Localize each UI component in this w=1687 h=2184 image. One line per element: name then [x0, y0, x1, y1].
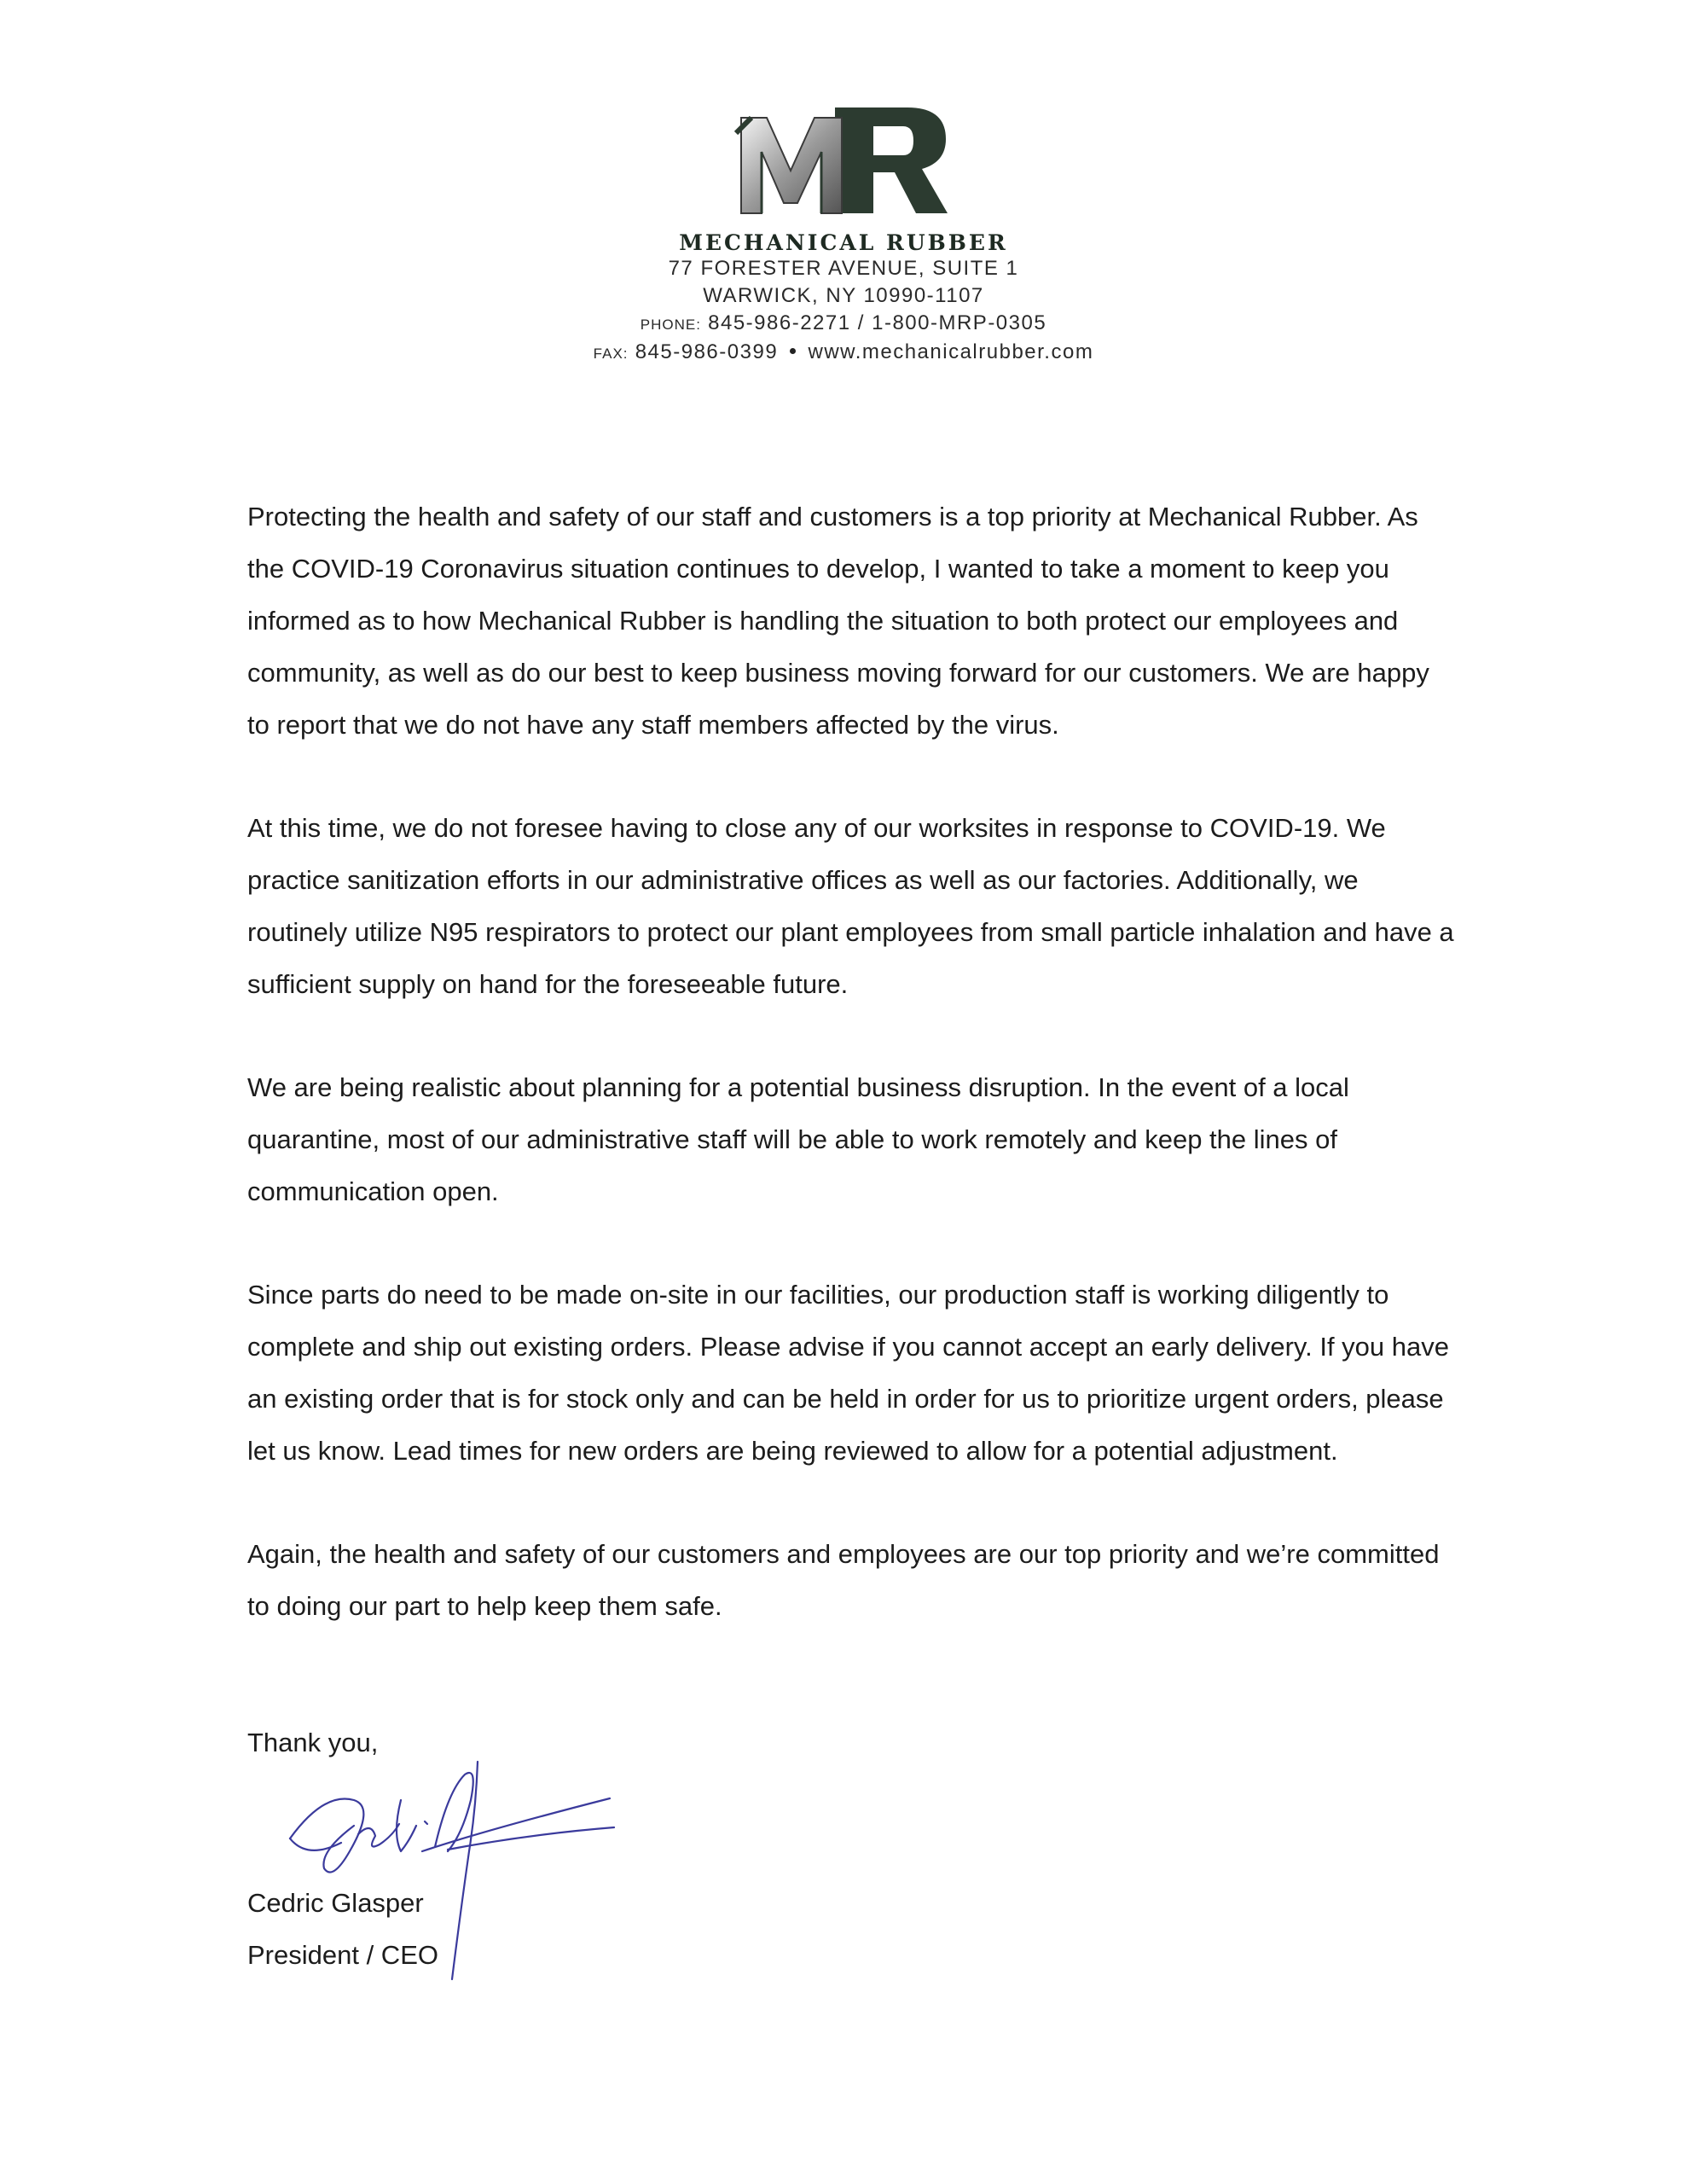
- website-link[interactable]: www.mechanicalrubber.com: [808, 340, 1094, 363]
- company-name: MECHANICAL RUBBER: [679, 230, 1008, 255]
- phone-value: 845-986-2271 / 1-800-MRP-0305: [708, 311, 1047, 334]
- paragraph-2: At this time, we do not foresee having to close any of our worksites in response to COVID-19. We practice sanitization efforts in our administrative offices as well as our factories. Additionally, we routinely utilize N95 respirators to protect our plant employees from small particle inhalation and have a sufficient supply on hand for the foreseeable future.: [247, 813, 1454, 999]
- paragraph-5: Again, the health and safety of our customers and employees are our top priority and we’re committed to doing our part to help keep them safe.: [247, 1539, 1440, 1621]
- paragraph-1: Protecting the health and safety of our staff and customers is a top priority at Mechanical Rubber. As the COVID-19 Coronavirus situation continues to develop, I wanted to take a moment to keep you informed as to how Mechanical Rubber is handling the situation to both protect our employees and community, as well as do our best to keep business moving forward for our customers. We are happy to report that we do not have any staff members affected by the virus.: [247, 502, 1429, 740]
- phone-line: [0, 310, 1687, 339]
- phone-label: PHONE:: [640, 317, 701, 333]
- bullet-separator: [790, 348, 796, 354]
- address-line-2: WARWICK, NY 10990-1107: [703, 284, 984, 307]
- signer-title: President / CEO: [247, 1940, 438, 1970]
- letter-body: [247, 491, 1458, 1632]
- signer-block: [247, 1877, 438, 1981]
- letterhead: [0, 101, 1687, 368]
- signer-name: Cedric Glasper: [247, 1888, 424, 1918]
- paragraph-4: Since parts do need to be made on-site in our facilities, our production staff is working diligently to complete and ship out existing orders. Please advise if you cannot accept an early delivery. If you have an existing order that is for stock only and can be held in order for us to prioritize urgent orders, please let us know. Lead times for new orders are being reviewed to allow for a potential adjustment.: [247, 1280, 1450, 1466]
- company-logo: [733, 101, 954, 220]
- salutation: Thank you,: [247, 1728, 379, 1757]
- fax-value: 845-986-0399: [635, 340, 779, 363]
- paragraph-3: We are being realistic about planning for a potential business disruption. In the event of a local quarantine, most of our administrative staff will be able to work remotely and keep the lines of communication open.: [247, 1072, 1349, 1206]
- fax-line: [0, 339, 1687, 368]
- fax-label: FAX:: [593, 346, 629, 362]
- address-line-1: 77 FORESTER AVENUE, SUITE 1: [668, 257, 1019, 280]
